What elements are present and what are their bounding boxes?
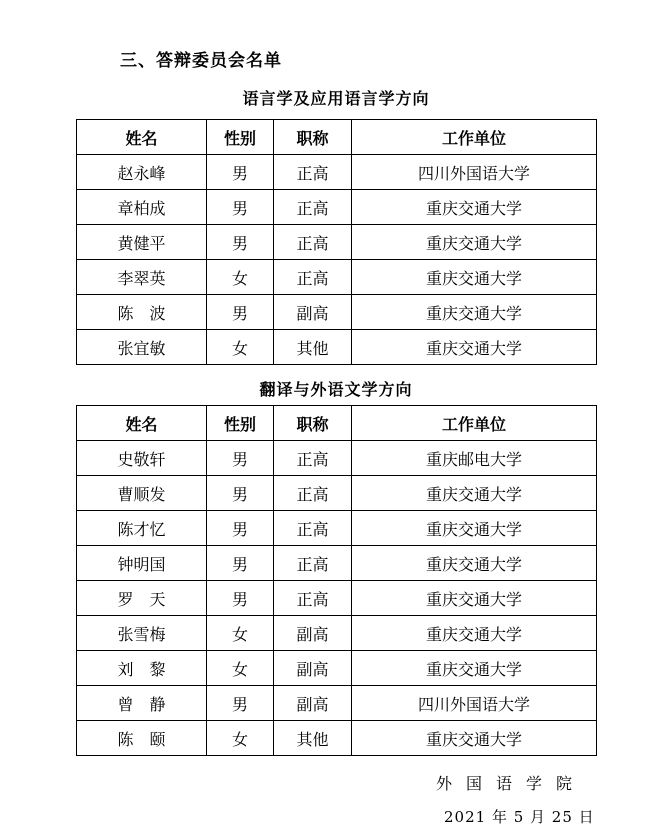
table-row [77,616,597,651]
cell-title: 副高 [274,686,352,721]
table-row [77,155,597,190]
table-title-linguistics: 语言学及应用语言学方向 [242,89,430,108]
table-header-row [77,120,597,155]
cell-title: 正高 [274,546,352,581]
cell-title: 正高 [274,260,352,295]
table-row [77,225,597,260]
cell-gender: 男 [207,476,274,511]
cell-gender: 男 [207,190,274,225]
cell-title: 正高 [274,476,352,511]
header-title: 职称 [274,120,352,155]
cell-name: 李翠英 [77,260,207,295]
cell-unit: 四川外国语大学 [352,155,597,190]
cell-unit: 重庆交通大学 [352,260,597,295]
cell-name: 曾 静 [77,686,207,721]
cell-gender: 女 [207,330,274,365]
signature-organization: 外国语学院 [436,774,587,793]
cell-gender: 男 [207,546,274,581]
cell-name: 钟明国 [77,546,207,581]
cell-gender: 男 [207,581,274,616]
cell-title: 正高 [274,511,352,546]
cell-unit: 重庆交通大学 [352,476,597,511]
cell-gender: 男 [207,155,274,190]
cell-unit: 重庆交通大学 [352,721,597,756]
cell-unit: 重庆交通大学 [352,651,597,686]
cell-unit: 重庆交通大学 [352,295,597,330]
cell-name: 陈才忆 [77,511,207,546]
cell-unit: 重庆交通大学 [352,225,597,260]
cell-name: 曹顺发 [77,476,207,511]
cell-title: 其他 [274,721,352,756]
signature-date: 2021 年 5 月 25 日 [444,808,595,826]
cell-name: 史敬轩 [77,441,207,476]
cell-name: 张雪梅 [77,616,207,651]
cell-title: 副高 [274,651,352,686]
cell-gender: 男 [207,686,274,721]
table-row [77,441,597,476]
cell-name: 陈 波 [77,295,207,330]
cell-name: 黄健平 [77,225,207,260]
header-name: 姓名 [77,406,207,441]
cell-unit: 四川外国语大学 [352,686,597,721]
cell-unit: 重庆交通大学 [352,546,597,581]
cell-title: 正高 [274,155,352,190]
committee-table-translation [76,405,597,756]
header-unit: 工作单位 [352,406,597,441]
cell-gender: 女 [207,651,274,686]
cell-name: 张宜敏 [77,330,207,365]
table-row [77,686,597,721]
cell-title: 正高 [274,190,352,225]
cell-gender: 男 [207,225,274,260]
cell-unit: 重庆交通大学 [352,190,597,225]
header-gender: 性别 [207,406,274,441]
cell-name: 陈 颐 [77,721,207,756]
table-row [77,295,597,330]
cell-title: 副高 [274,295,352,330]
header-unit: 工作单位 [352,120,597,155]
cell-unit: 重庆邮电大学 [352,441,597,476]
cell-name: 章柏成 [77,190,207,225]
cell-title: 正高 [274,581,352,616]
cell-title: 正高 [274,225,352,260]
table-row [77,546,597,581]
table-row [77,721,597,756]
table-row [77,581,597,616]
cell-title: 正高 [274,441,352,476]
cell-gender: 男 [207,441,274,476]
table-row [77,511,597,546]
table-row [77,476,597,511]
cell-gender: 女 [207,260,274,295]
cell-title: 其他 [274,330,352,365]
table-row [77,260,597,295]
cell-unit: 重庆交通大学 [352,616,597,651]
header-gender: 性别 [207,120,274,155]
cell-unit: 重庆交通大学 [352,330,597,365]
cell-name: 罗 天 [77,581,207,616]
header-name: 姓名 [77,120,207,155]
cell-unit: 重庆交通大学 [352,581,597,616]
section-heading: 三、答辩委员会名单 [120,51,282,71]
cell-name: 赵永峰 [77,155,207,190]
cell-gender: 女 [207,616,274,651]
cell-gender: 男 [207,295,274,330]
table-row [77,190,597,225]
committee-table-linguistics [76,119,597,365]
table-row [77,651,597,686]
table-title-translation: 翻译与外语文学方向 [259,380,413,399]
cell-name: 刘 黎 [77,651,207,686]
table-header-row [77,406,597,441]
cell-unit: 重庆交通大学 [352,511,597,546]
cell-gender: 男 [207,511,274,546]
cell-title: 副高 [274,616,352,651]
header-title: 职称 [274,406,352,441]
cell-gender: 女 [207,721,274,756]
table-row [77,330,597,365]
